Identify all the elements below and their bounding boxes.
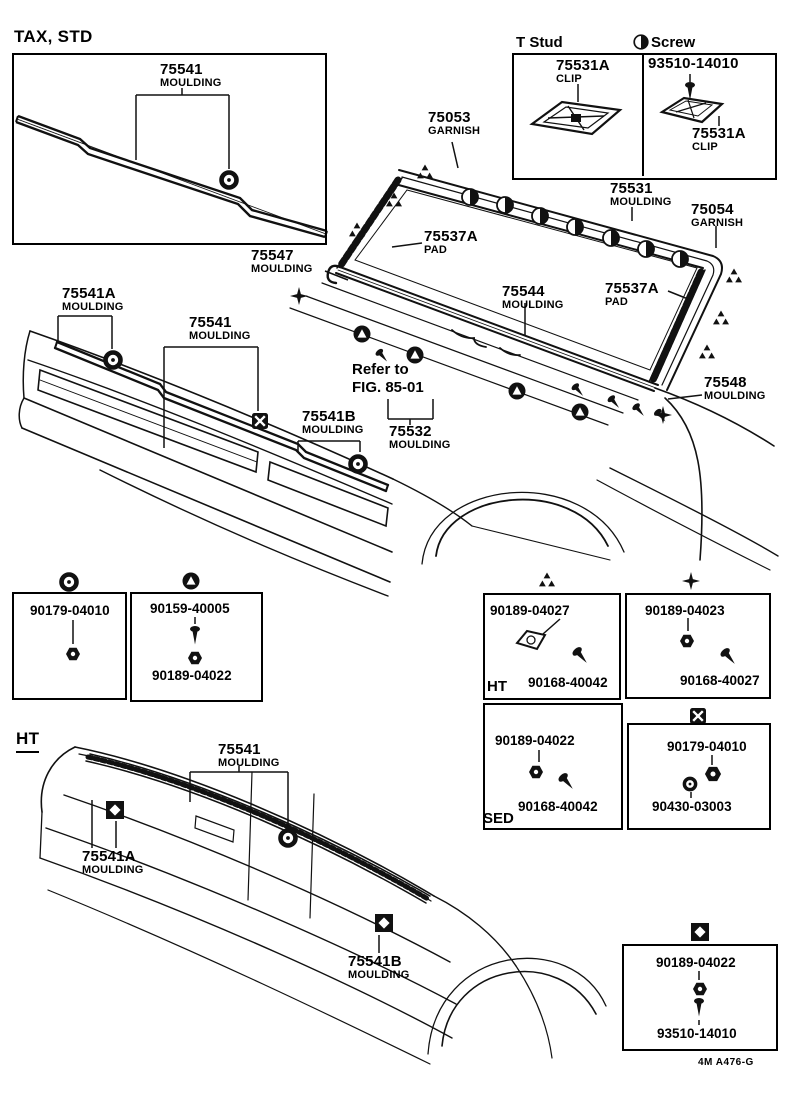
screw-heading: Screw [651, 34, 696, 51]
fastener-pn: 90179-04010 [667, 739, 747, 754]
sed-tag: SED [483, 810, 514, 827]
fastener-pn: 90168-40027 [680, 673, 760, 688]
part-label-75544: 75544 MOULDING [502, 283, 564, 311]
part-label-75531A-screw: 75531A CLIP [692, 125, 746, 153]
part-label-75541-front: 75541 MOULDING [189, 314, 251, 342]
page-code: 4M A476-G [698, 1057, 754, 1068]
part-label-75548: 75548 MOULDING [704, 374, 766, 402]
part-label-75541-ht: 75541 MOULDING [218, 741, 280, 769]
part-label-75541B-front: 75541B MOULDING [302, 408, 364, 436]
diamond-key-icon [691, 923, 709, 941]
part-label-75541B-ht: 75541B MOULDING [348, 953, 410, 981]
part-label-75541-taxstd: 75541 MOULDING [160, 61, 222, 89]
part-label-75054: 75054 GARNISH [691, 201, 744, 229]
grommet-key-icon [62, 575, 77, 590]
fastener-legend-box [512, 53, 777, 180]
fastener-pn: 90159-40005 [150, 601, 230, 616]
fastener-pn: 90189-04027 [490, 603, 570, 618]
t-stud-heading: T Stud [516, 34, 563, 51]
refer-note: Refer to FIG. 85-01 [352, 361, 424, 396]
fastener-pn: 90189-04023 [645, 603, 725, 618]
part-label-75537A-right: 75537A PAD [605, 280, 659, 308]
part-label-93510-14010: 93510-14010 [648, 55, 739, 72]
part-label-75537A-left: 75537A PAD [424, 228, 478, 256]
cross-key-icon [682, 572, 700, 590]
fastener-pn: 90430-03003 [652, 799, 732, 814]
legend-divider [642, 53, 644, 176]
fastener-pn: 90168-40042 [528, 675, 608, 690]
squarex-key-icon [690, 708, 706, 724]
part-label-75541A-front: 75541A MOULDING [62, 285, 124, 313]
fastener-pn: 90189-04022 [656, 955, 736, 970]
fastener-pn: 93510-14010 [657, 1026, 737, 1041]
part-label-75547: 75547 MOULDING [251, 247, 313, 275]
part-label-75541A-ht: 75541A MOULDING [82, 848, 144, 876]
part-label-75531: 75531 MOULDING [610, 180, 672, 208]
fastener-pn: 90168-40042 [518, 799, 598, 814]
fastener-pn: 90189-04022 [495, 733, 575, 748]
tstud-key-icon [539, 573, 555, 587]
part-label-75531A-tstud: 75531A CLIP [556, 57, 610, 85]
part-label-75532: 75532 MOULDING [389, 423, 451, 451]
fastener-pn: 90189-04022 [152, 668, 232, 683]
fastener-pn: 90179-04010 [30, 603, 110, 618]
ht-tag: HT [487, 678, 507, 695]
part-label-75053: 75053 GARNISH [428, 109, 481, 137]
stud-key-icon [183, 573, 200, 590]
screw-legend-icon [634, 35, 648, 49]
tax-std-heading: TAX, STD [14, 27, 93, 46]
ht-section-heading: HT [16, 729, 39, 753]
